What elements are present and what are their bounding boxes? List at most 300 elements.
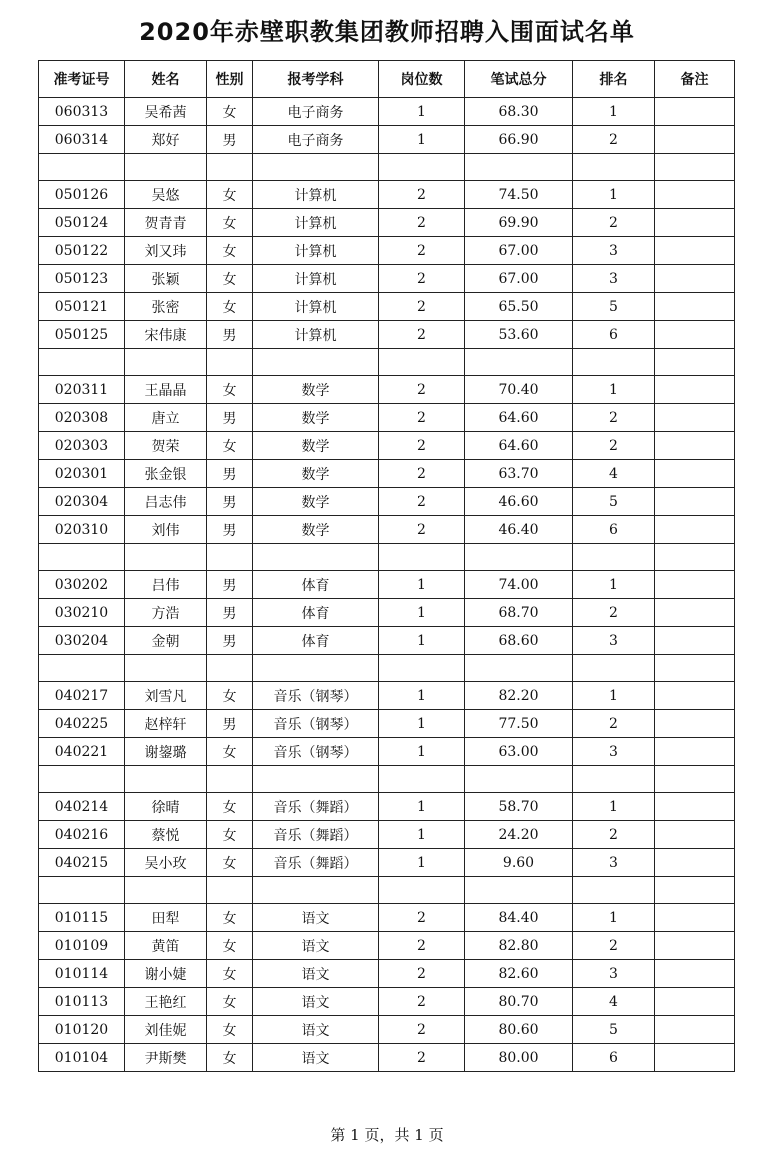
- positions-cell: 2: [379, 321, 465, 349]
- table-row: [39, 181, 735, 209]
- exam-id-cell: 030204: [39, 627, 125, 655]
- written-score-cell: 77.50: [465, 710, 573, 738]
- positions-cell: 1: [379, 599, 465, 627]
- header-name: 姓名: [125, 61, 207, 98]
- name-cell: 徐晴: [125, 793, 207, 821]
- exam-id-cell: 060313: [39, 98, 125, 126]
- table-row: [39, 321, 735, 349]
- remarks-cell: [655, 154, 735, 181]
- group-separator-row: [39, 655, 735, 682]
- remarks-cell: [655, 710, 735, 738]
- remarks-cell: [655, 793, 735, 821]
- header-subject: 报考学科: [253, 61, 379, 98]
- name-cell: [125, 154, 207, 181]
- exam-id-cell: 030210: [39, 599, 125, 627]
- rank-cell: 3: [573, 849, 655, 877]
- remarks-cell: [655, 376, 735, 404]
- gender-cell: [207, 655, 253, 682]
- positions-cell: [379, 766, 465, 793]
- subject-cell: 电子商务: [253, 126, 379, 154]
- table-header: [39, 61, 735, 98]
- subject-cell: 计算机: [253, 321, 379, 349]
- table-row: [39, 932, 735, 960]
- rank-cell: 1: [573, 181, 655, 209]
- table-row: [39, 738, 735, 766]
- subject-cell: 语文: [253, 960, 379, 988]
- group-separator-row: [39, 544, 735, 571]
- exam-id-cell: 050124: [39, 209, 125, 237]
- written-score-cell: 82.20: [465, 682, 573, 710]
- table-row: [39, 460, 735, 488]
- subject-cell: 计算机: [253, 181, 379, 209]
- written-score-cell: 68.30: [465, 98, 573, 126]
- rank-cell: 2: [573, 209, 655, 237]
- name-cell: 吴悠: [125, 181, 207, 209]
- remarks-cell: [655, 877, 735, 904]
- positions-cell: 2: [379, 904, 465, 932]
- rank-cell: [573, 154, 655, 181]
- name-cell: 张颖: [125, 265, 207, 293]
- positions-cell: 1: [379, 793, 465, 821]
- table-row: [39, 237, 735, 265]
- name-cell: 赵梓轩: [125, 710, 207, 738]
- header-rank: 排名: [573, 61, 655, 98]
- remarks-cell: [655, 904, 735, 932]
- header-positions: 岗位数: [379, 61, 465, 98]
- table-row: [39, 516, 735, 544]
- remarks-cell: [655, 544, 735, 571]
- gender-cell: 女: [207, 738, 253, 766]
- remarks-cell: [655, 1016, 735, 1044]
- written-score-cell: 58.70: [465, 793, 573, 821]
- rank-cell: 1: [573, 682, 655, 710]
- remarks-cell: [655, 209, 735, 237]
- exam-id-cell: 010115: [39, 904, 125, 932]
- exam-id-cell: 050125: [39, 321, 125, 349]
- name-cell: 唐立: [125, 404, 207, 432]
- subject-cell: 数学: [253, 432, 379, 460]
- written-score-cell: 64.60: [465, 404, 573, 432]
- subject-cell: 音乐（钢琴）: [253, 738, 379, 766]
- written-score-cell: 63.00: [465, 738, 573, 766]
- remarks-cell: [655, 293, 735, 321]
- written-score-cell: [465, 544, 573, 571]
- positions-cell: [379, 544, 465, 571]
- gender-cell: 男: [207, 460, 253, 488]
- subject-cell: 语文: [253, 932, 379, 960]
- remarks-cell: [655, 98, 735, 126]
- subject-cell: [253, 766, 379, 793]
- exam-id-cell: [39, 655, 125, 682]
- remarks-cell: [655, 682, 735, 710]
- remarks-cell: [655, 432, 735, 460]
- name-cell: 王晶晶: [125, 376, 207, 404]
- positions-cell: 2: [379, 460, 465, 488]
- gender-cell: [207, 766, 253, 793]
- subject-cell: 语文: [253, 904, 379, 932]
- rank-cell: 3: [573, 265, 655, 293]
- remarks-cell: [655, 321, 735, 349]
- positions-cell: 2: [379, 209, 465, 237]
- name-cell: 蔡悦: [125, 821, 207, 849]
- rank-cell: 2: [573, 821, 655, 849]
- subject-cell: 语文: [253, 988, 379, 1016]
- exam-id-cell: 040221: [39, 738, 125, 766]
- rank-cell: [573, 877, 655, 904]
- written-score-cell: 82.80: [465, 932, 573, 960]
- exam-id-cell: [39, 154, 125, 181]
- table-body: [39, 98, 735, 1072]
- exam-id-cell: 040216: [39, 821, 125, 849]
- gender-cell: 女: [207, 821, 253, 849]
- subject-cell: 电子商务: [253, 98, 379, 126]
- rank-cell: 1: [573, 904, 655, 932]
- gender-cell: 女: [207, 293, 253, 321]
- remarks-cell: [655, 849, 735, 877]
- gender-cell: 男: [207, 627, 253, 655]
- table-row: [39, 904, 735, 932]
- written-score-cell: 84.40: [465, 904, 573, 932]
- name-cell: 刘又玮: [125, 237, 207, 265]
- positions-cell: 2: [379, 960, 465, 988]
- exam-id-cell: 040217: [39, 682, 125, 710]
- positions-cell: 1: [379, 571, 465, 599]
- written-score-cell: [465, 766, 573, 793]
- positions-cell: [379, 877, 465, 904]
- name-cell: 贺荣: [125, 432, 207, 460]
- remarks-cell: [655, 237, 735, 265]
- name-cell: 尹斯樊: [125, 1044, 207, 1072]
- exam-id-cell: 020304: [39, 488, 125, 516]
- table-row: [39, 682, 735, 710]
- table-row: [39, 1016, 735, 1044]
- positions-cell: 2: [379, 932, 465, 960]
- positions-cell: 1: [379, 98, 465, 126]
- table-row: [39, 265, 735, 293]
- written-score-cell: 24.20: [465, 821, 573, 849]
- positions-cell: 1: [379, 126, 465, 154]
- name-cell: [125, 544, 207, 571]
- positions-cell: 1: [379, 821, 465, 849]
- exam-id-cell: 010114: [39, 960, 125, 988]
- exam-id-cell: 020303: [39, 432, 125, 460]
- name-cell: 张金银: [125, 460, 207, 488]
- subject-cell: 体育: [253, 599, 379, 627]
- gender-cell: 男: [207, 516, 253, 544]
- subject-cell: 音乐（舞蹈）: [253, 821, 379, 849]
- exam-id-cell: [39, 544, 125, 571]
- name-cell: 刘雪凡: [125, 682, 207, 710]
- interview-roster-table: [38, 60, 735, 1072]
- gender-cell: 女: [207, 932, 253, 960]
- gender-cell: 女: [207, 209, 253, 237]
- subject-cell: 数学: [253, 516, 379, 544]
- written-score-cell: 80.00: [465, 1044, 573, 1072]
- exam-id-cell: 010104: [39, 1044, 125, 1072]
- rank-cell: 6: [573, 321, 655, 349]
- header-row: [39, 61, 735, 98]
- gender-cell: [207, 349, 253, 376]
- gender-cell: 女: [207, 376, 253, 404]
- table-row: [39, 571, 735, 599]
- rank-cell: 1: [573, 571, 655, 599]
- subject-cell: 数学: [253, 488, 379, 516]
- name-cell: [125, 766, 207, 793]
- name-cell: 金朝: [125, 627, 207, 655]
- written-score-cell: 70.40: [465, 376, 573, 404]
- name-cell: 吕志伟: [125, 488, 207, 516]
- table-row: [39, 126, 735, 154]
- gender-cell: [207, 877, 253, 904]
- page-footer: 第 1 页，共 1 页: [330, 1126, 444, 1144]
- subject-cell: 数学: [253, 404, 379, 432]
- remarks-cell: [655, 404, 735, 432]
- gender-cell: 男: [207, 571, 253, 599]
- remarks-cell: [655, 265, 735, 293]
- exam-id-cell: 040214: [39, 793, 125, 821]
- written-score-cell: 69.90: [465, 209, 573, 237]
- name-cell: 方浩: [125, 599, 207, 627]
- table-row: [39, 710, 735, 738]
- table-row: [39, 404, 735, 432]
- subject-cell: 计算机: [253, 293, 379, 321]
- rank-cell: 3: [573, 738, 655, 766]
- rank-cell: 3: [573, 627, 655, 655]
- table-row: [39, 960, 735, 988]
- positions-cell: 2: [379, 181, 465, 209]
- written-score-cell: 67.00: [465, 265, 573, 293]
- remarks-cell: [655, 349, 735, 376]
- written-score-cell: 63.70: [465, 460, 573, 488]
- name-cell: 吴希茜: [125, 98, 207, 126]
- remarks-cell: [655, 599, 735, 627]
- written-score-cell: 67.00: [465, 237, 573, 265]
- name-cell: 吴小玫: [125, 849, 207, 877]
- remarks-cell: [655, 126, 735, 154]
- subject-cell: 音乐（舞蹈）: [253, 849, 379, 877]
- written-score-cell: [465, 154, 573, 181]
- gender-cell: 女: [207, 960, 253, 988]
- exam-id-cell: 010109: [39, 932, 125, 960]
- rank-cell: [573, 655, 655, 682]
- positions-cell: [379, 349, 465, 376]
- name-cell: 谢小婕: [125, 960, 207, 988]
- gender-cell: 男: [207, 488, 253, 516]
- subject-cell: [253, 349, 379, 376]
- rank-cell: 4: [573, 988, 655, 1016]
- name-cell: 谢鋆璐: [125, 738, 207, 766]
- name-cell: 贺青青: [125, 209, 207, 237]
- subject-cell: 数学: [253, 460, 379, 488]
- rank-cell: 6: [573, 1044, 655, 1072]
- exam-id-cell: [39, 349, 125, 376]
- name-cell: 吕伟: [125, 571, 207, 599]
- exam-id-cell: 020308: [39, 404, 125, 432]
- exam-id-cell: 050121: [39, 293, 125, 321]
- rank-cell: 2: [573, 599, 655, 627]
- positions-cell: 2: [379, 988, 465, 1016]
- gender-cell: 男: [207, 599, 253, 627]
- table-row: [39, 432, 735, 460]
- gender-cell: 女: [207, 181, 253, 209]
- written-score-cell: 53.60: [465, 321, 573, 349]
- exam-id-cell: 010113: [39, 988, 125, 1016]
- group-separator-row: [39, 766, 735, 793]
- name-cell: [125, 349, 207, 376]
- exam-id-cell: 050123: [39, 265, 125, 293]
- rank-cell: 6: [573, 516, 655, 544]
- gender-cell: 女: [207, 988, 253, 1016]
- name-cell: 王艳红: [125, 988, 207, 1016]
- name-cell: 张密: [125, 293, 207, 321]
- header-exam-id: 准考证号: [39, 61, 125, 98]
- table-row: [39, 209, 735, 237]
- header-remarks: 备注: [655, 61, 735, 98]
- table-row: [39, 488, 735, 516]
- gender-cell: 女: [207, 1016, 253, 1044]
- table-row: [39, 793, 735, 821]
- written-score-cell: [465, 655, 573, 682]
- gender-cell: 女: [207, 682, 253, 710]
- exam-id-cell: 050126: [39, 181, 125, 209]
- subject-cell: 音乐（舞蹈）: [253, 793, 379, 821]
- rank-cell: 4: [573, 460, 655, 488]
- gender-cell: 女: [207, 793, 253, 821]
- rank-cell: 5: [573, 293, 655, 321]
- remarks-cell: [655, 960, 735, 988]
- rank-cell: [573, 766, 655, 793]
- table-row: [39, 627, 735, 655]
- written-score-cell: 74.50: [465, 181, 573, 209]
- written-score-cell: [465, 877, 573, 904]
- subject-cell: 语文: [253, 1044, 379, 1072]
- name-cell: [125, 877, 207, 904]
- table-row: [39, 293, 735, 321]
- subject-cell: 计算机: [253, 209, 379, 237]
- exam-id-cell: 050122: [39, 237, 125, 265]
- gender-cell: 女: [207, 1044, 253, 1072]
- table-row: [39, 849, 735, 877]
- positions-cell: 2: [379, 265, 465, 293]
- name-cell: 刘佳妮: [125, 1016, 207, 1044]
- remarks-cell: [655, 460, 735, 488]
- header-written-score: 笔试总分: [465, 61, 573, 98]
- subject-cell: 计算机: [253, 237, 379, 265]
- subject-cell: 体育: [253, 571, 379, 599]
- exam-id-cell: 010120: [39, 1016, 125, 1044]
- gender-cell: 男: [207, 710, 253, 738]
- remarks-cell: [655, 738, 735, 766]
- remarks-cell: [655, 932, 735, 960]
- written-score-cell: 66.90: [465, 126, 573, 154]
- rank-cell: 1: [573, 376, 655, 404]
- positions-cell: [379, 154, 465, 181]
- positions-cell: 2: [379, 516, 465, 544]
- subject-cell: [253, 154, 379, 181]
- header-gender: 性别: [207, 61, 253, 98]
- written-score-cell: 68.70: [465, 599, 573, 627]
- remarks-cell: [655, 655, 735, 682]
- subject-cell: 音乐（钢琴）: [253, 682, 379, 710]
- remarks-cell: [655, 627, 735, 655]
- written-score-cell: 68.60: [465, 627, 573, 655]
- written-score-cell: 9.60: [465, 849, 573, 877]
- positions-cell: 1: [379, 738, 465, 766]
- table-row: [39, 821, 735, 849]
- subject-cell: 语文: [253, 1016, 379, 1044]
- exam-id-cell: 060314: [39, 126, 125, 154]
- gender-cell: 女: [207, 849, 253, 877]
- remarks-cell: [655, 821, 735, 849]
- written-score-cell: 46.60: [465, 488, 573, 516]
- remarks-cell: [655, 488, 735, 516]
- group-separator-row: [39, 154, 735, 181]
- rank-cell: 2: [573, 710, 655, 738]
- table-row: [39, 1044, 735, 1072]
- rank-cell: 2: [573, 932, 655, 960]
- rank-cell: 2: [573, 126, 655, 154]
- written-score-cell: 65.50: [465, 293, 573, 321]
- rank-cell: 5: [573, 1016, 655, 1044]
- subject-cell: 计算机: [253, 265, 379, 293]
- exam-id-cell: 020311: [39, 376, 125, 404]
- gender-cell: 女: [207, 904, 253, 932]
- gender-cell: [207, 544, 253, 571]
- rank-cell: 1: [573, 793, 655, 821]
- exam-id-cell: 020310: [39, 516, 125, 544]
- positions-cell: 2: [379, 488, 465, 516]
- subject-cell: [253, 877, 379, 904]
- remarks-cell: [655, 571, 735, 599]
- exam-id-cell: 020301: [39, 460, 125, 488]
- rank-cell: [573, 349, 655, 376]
- gender-cell: 女: [207, 237, 253, 265]
- exam-id-cell: 030202: [39, 571, 125, 599]
- subject-cell: 数学: [253, 376, 379, 404]
- rank-cell: 2: [573, 404, 655, 432]
- gender-cell: 女: [207, 98, 253, 126]
- remarks-cell: [655, 181, 735, 209]
- gender-cell: 男: [207, 404, 253, 432]
- gender-cell: 男: [207, 321, 253, 349]
- positions-cell: 2: [379, 1016, 465, 1044]
- group-separator-row: [39, 877, 735, 904]
- gender-cell: 女: [207, 265, 253, 293]
- table-row: [39, 376, 735, 404]
- rank-cell: [573, 544, 655, 571]
- subject-cell: 体育: [253, 627, 379, 655]
- table-row: [39, 599, 735, 627]
- gender-cell: 男: [207, 126, 253, 154]
- positions-cell: 2: [379, 293, 465, 321]
- name-cell: 宋伟康: [125, 321, 207, 349]
- positions-cell: 2: [379, 1044, 465, 1072]
- rank-cell: 2: [573, 432, 655, 460]
- rank-cell: 1: [573, 98, 655, 126]
- subject-cell: [253, 544, 379, 571]
- written-score-cell: 82.60: [465, 960, 573, 988]
- positions-cell: 1: [379, 710, 465, 738]
- remarks-cell: [655, 516, 735, 544]
- positions-cell: 2: [379, 432, 465, 460]
- table-row: [39, 988, 735, 1016]
- remarks-cell: [655, 1044, 735, 1072]
- exam-id-cell: 040225: [39, 710, 125, 738]
- rank-cell: 3: [573, 960, 655, 988]
- name-cell: 田犁: [125, 904, 207, 932]
- written-score-cell: 46.40: [465, 516, 573, 544]
- subject-cell: 音乐（钢琴）: [253, 710, 379, 738]
